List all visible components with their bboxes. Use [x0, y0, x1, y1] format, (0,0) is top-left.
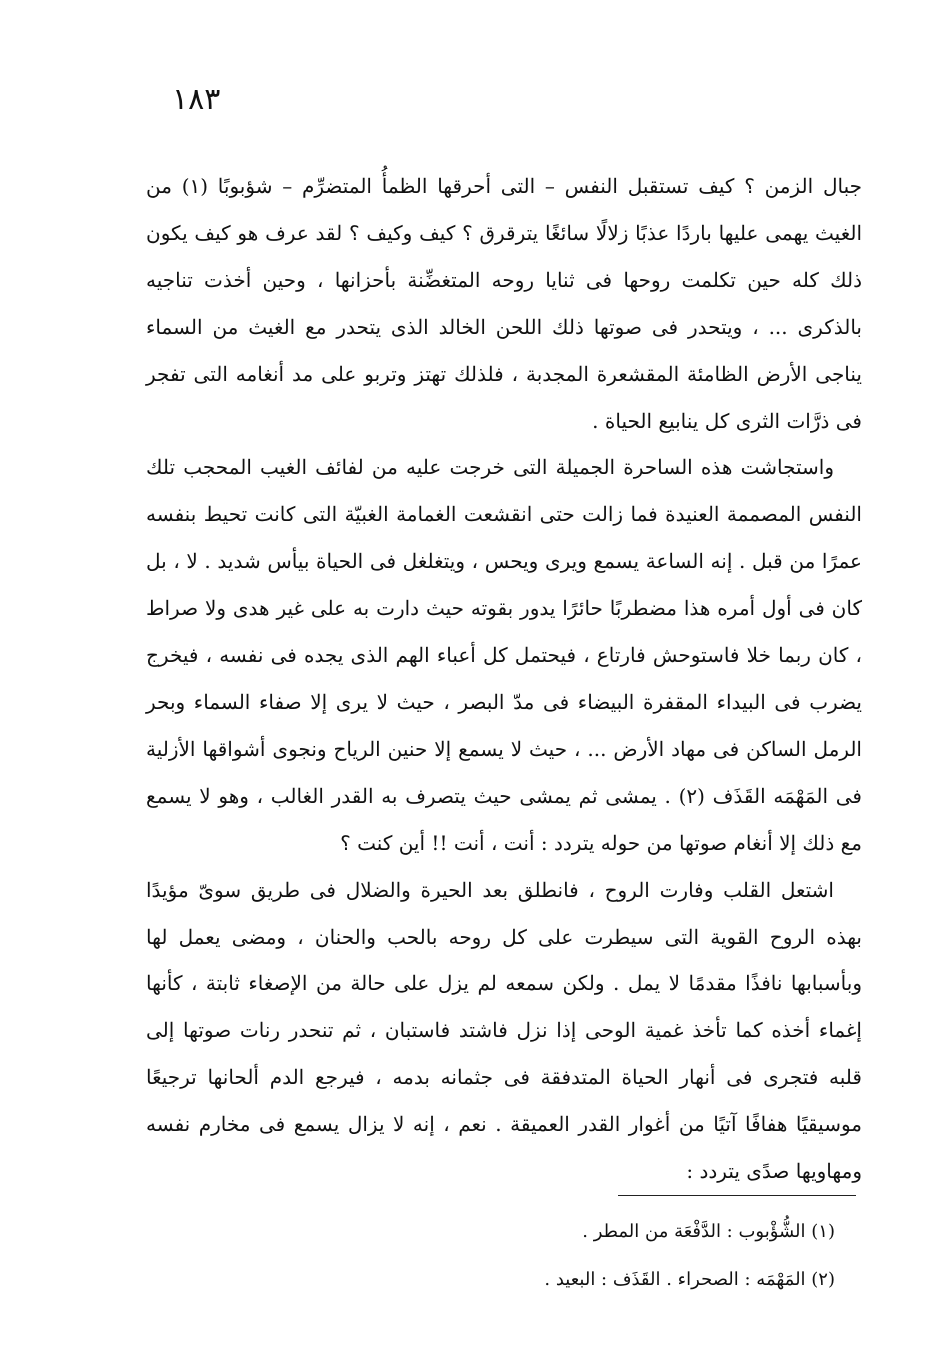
footnote: (١) الشُّؤْبوب : الدَّفْعَة من المطر .: [582, 1221, 835, 1242]
page-number: ١٨٣: [172, 82, 221, 117]
main-text: [146, 163, 862, 1195]
paragraph: جبال الزمن ؟ كيف تستقبل النفس – التى أحرقها الظمأُ المتضرِّم – شؤبوبًا (١) من الغيث يهمى عليها باردًا عذبًا زلالًا سائغًا يترقرق ؟ كيف وكيف ؟ لقد عرف هو كيف يكون ذلك كله حين تكلمت روحها فى ثنايا روحه المتغضِّنة بأحزانها ، وحين أخذت تناجيه بالذكرى ... ، ويتحدر فى صوتها ذلك اللحن الخالد الذى يتحدر مع الغيث من السماء يناجى الأرض الظامئة المقشعرة المجدبة ، فلذلك تهتز وتربو على مد أنغامه التى تفجر فى ذرَّات الثرى كل ينابيع الحياة .: [146, 174, 862, 433]
paragraph: اشتعل القلب وفارت الروح ، فانطلق بعد الحيرة والضلال فى طريق سوىّ مؤيدًا بهذه الروح القوية التى سيطرت على كل روحه بالحب والحنان ، ومضى يعمل لها وبأسبابها نافذًا مقدمًا لا يمل . ولكن سمعه لم يزل على حالة من الإصغاء ثابتة ، كأنها إغماء أخذه كما تأخذ غمية الوحى إذا نزل فاشتد فاستبان ، ثم تنحدر رنات صوتها إلى قلبه فتجرى فى أنهار الحياة المتدفقة فى جثمانه بدمه ، فيرجع الدم ألحانها ترجيعًا موسيقيًا هفافًا آتيًا من أغوار القدر العميقة . نعم ، إنه لا يزال يسمع فى مخارم نفسه ومهاويها صدًى يتردد :: [146, 877, 862, 1184]
footnote: (٢) المَهْمَه : الصحراء . القَذَف : البعيد .: [544, 1269, 835, 1290]
footnotes: [235, 1208, 835, 1304]
paragraph: واستجاشت هذه الساحرة الجميلة التى خرجت عليه من لفائف الغيب المحجب تلك النفس المصممة العنيدة فما زالت حتى انقشعت الغمامة الغبيّة التى كانت تحيط بنفسه عمرًا من قبل . إنه الساعة يسمع ويرى ويحس ، ويتغلغل فى الحياة بيأس شديد . لا ، بل كان فى أول أمره هذا مضطربًا حائرًا يدور بقوته حيث دارت به على غير هدى ولا صراط ، كان ربما خلا فاستوحش فارتاع ، فيحتمل كل أعباء الهم الذى يجده فى نفسه ، فيخرج يضرب فى البيداء المقفرة البيضاء فى مدّ البصر ، حيث لا يرى إلا صفاء السماء وبحر الرمل الساكن فى مهاد الأرض ... ، حيث لا يسمع إلا حنين الرياح ونجوى أشواقها الأزلية فى المَهْمَه القَذَف (٢) . يمشى ثم يمشى حيث يتصرف به القدر الغالب ، وهو لا يسمع مع ذلك إلا أنغام صوتها من حوله يتردد : أنت ، أنت !! أين كنت ؟: [146, 455, 862, 855]
footnote-divider: [618, 1195, 856, 1196]
